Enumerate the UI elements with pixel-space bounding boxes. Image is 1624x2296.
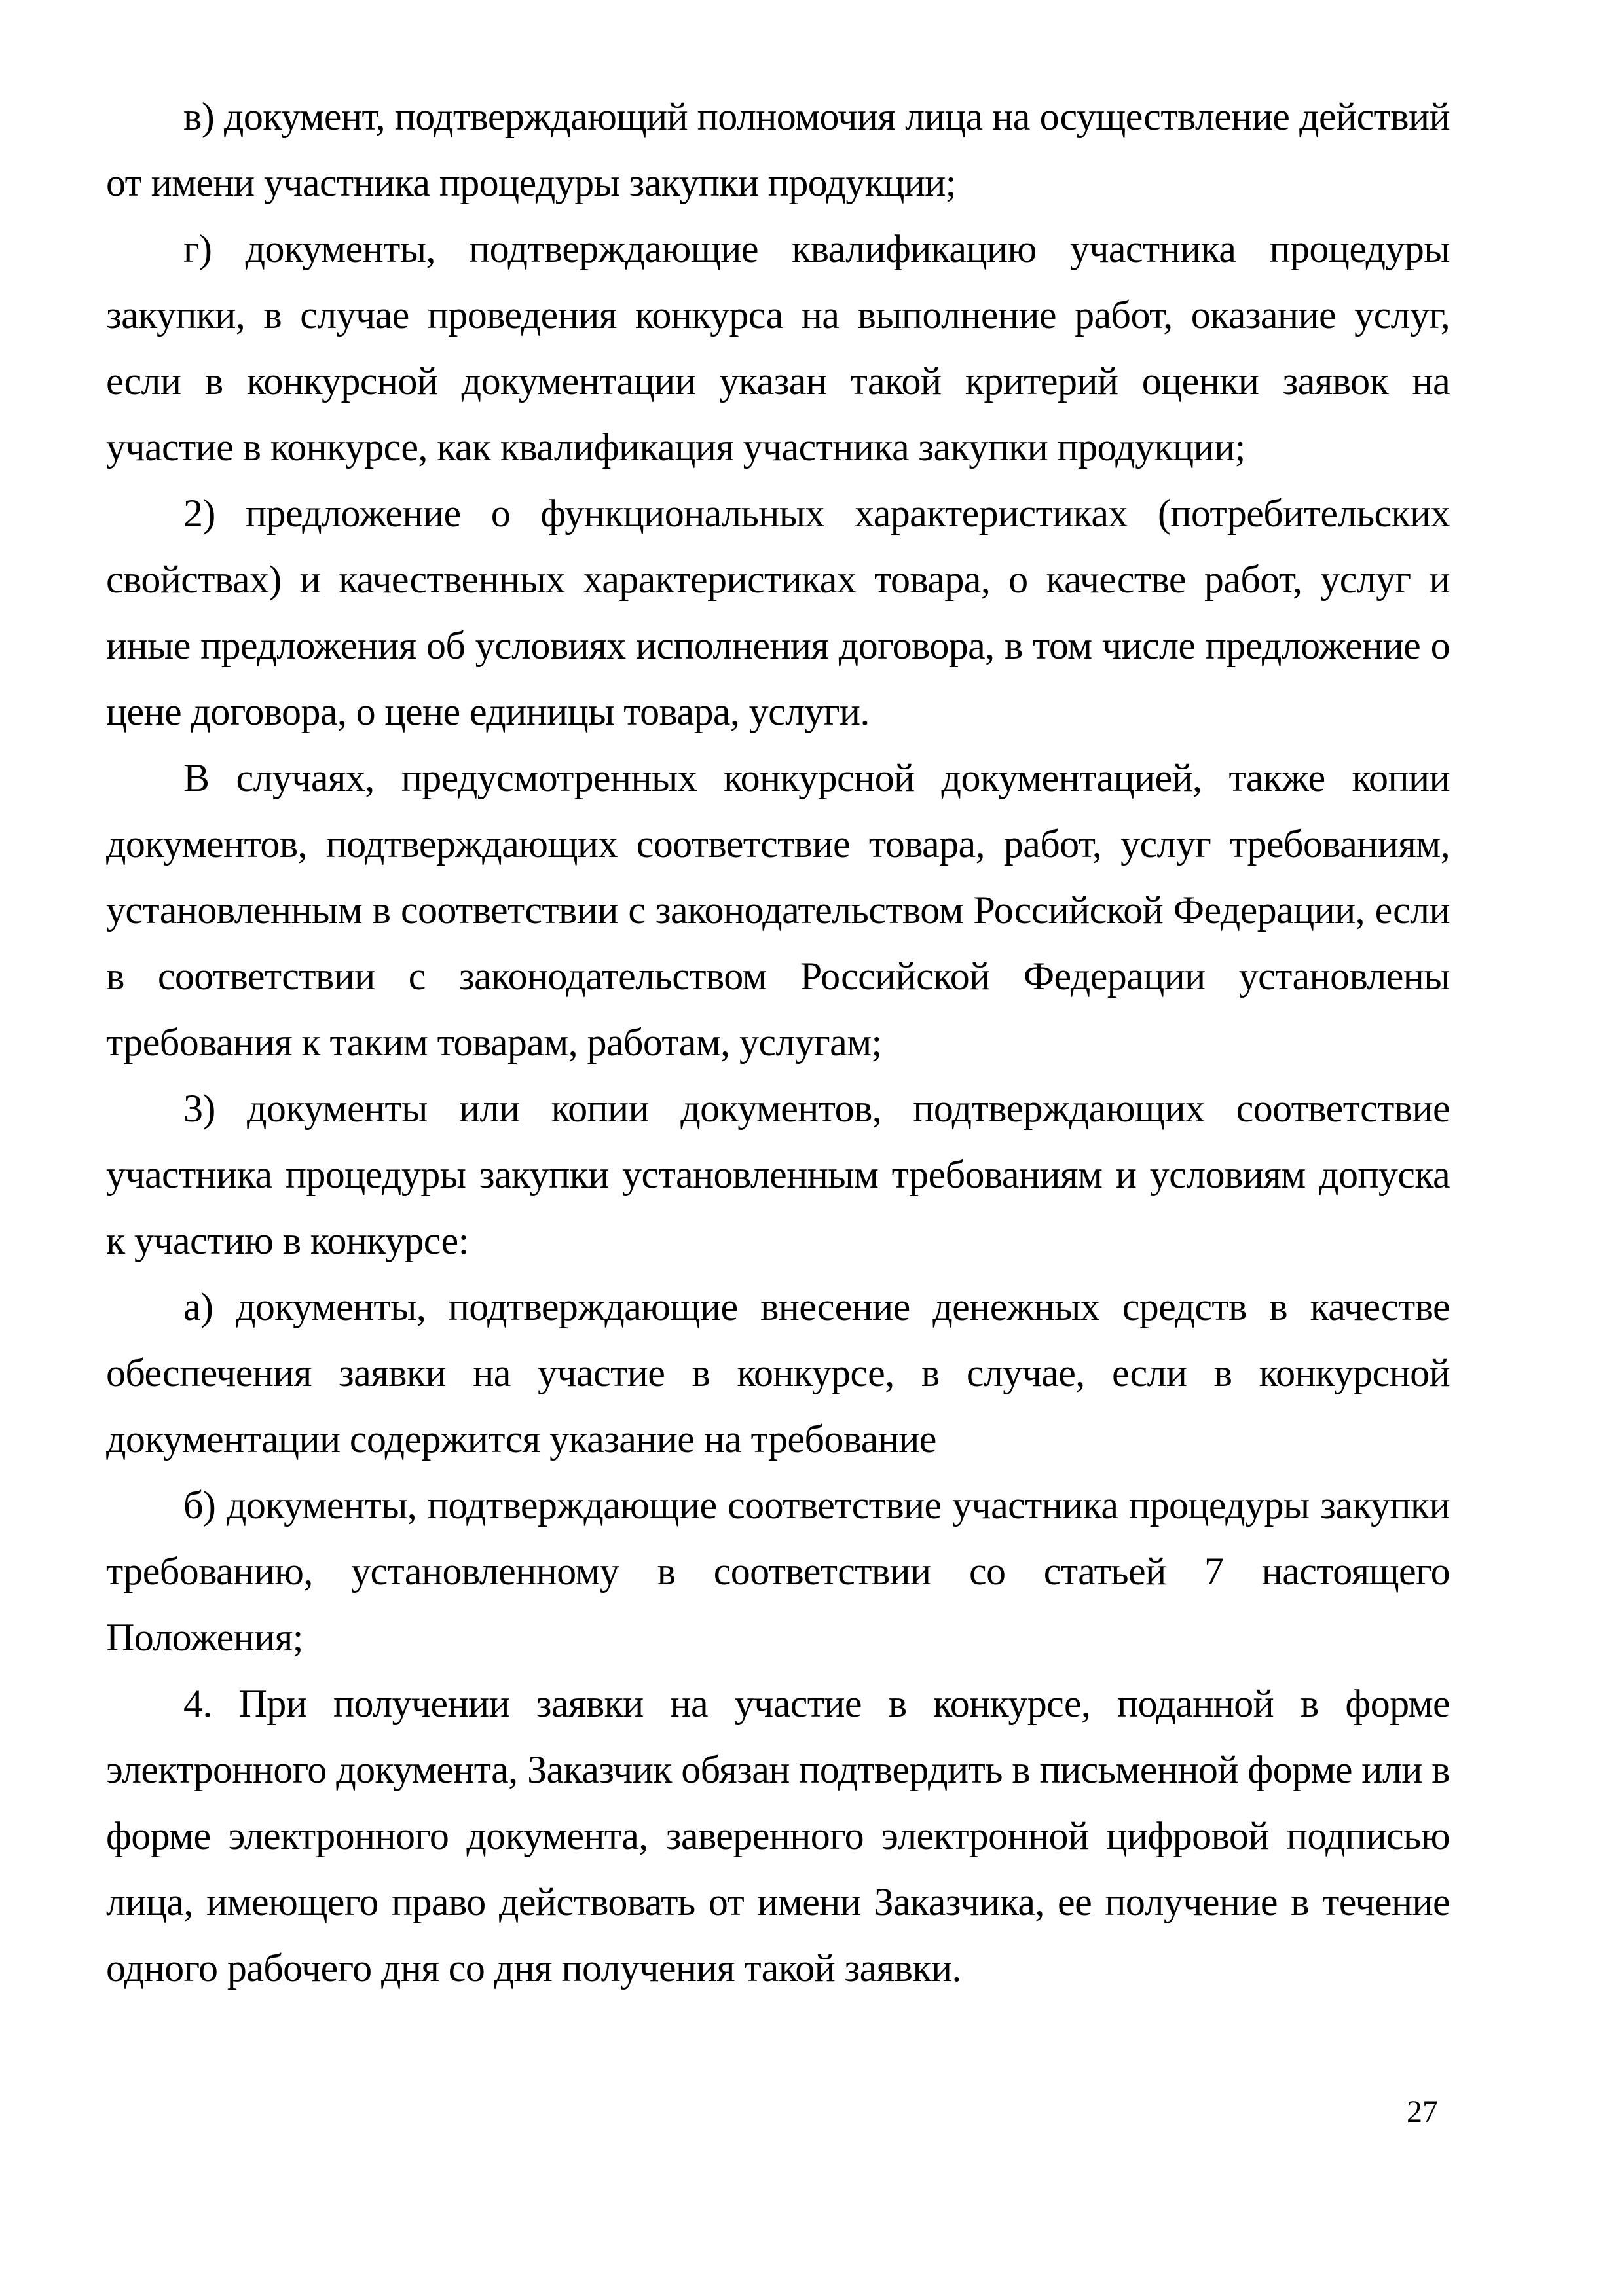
paragraph-compliance-copies: В случаях, предусмотренных конкурсной документацией, также копии документов, подтверждающих соответствие товара, работ, услуг требованиям, установленным в соответствии с законодательством Российской Федерации, если в соответствии с законодательством Российской Федерации установлены требования к таким товарам, работам, услугам; [106, 756, 1450, 1064]
paragraph-3-admission-documents: 3) документы или копии документов, подтверждающих соответствие участника процедуры закупки установленным требованиям и условиям допуска к участию в конкурсе: [106, 1087, 1450, 1262]
paragraph-2-proposal: 2) предложение о функциональных характеристиках (потребительских свойствах) и качественных характеристиках товара, о качестве работ, услуг и иные предложения об условиях исполнения договора, в том числе предложение о цене договора, о цене единицы товара, услуги. [106, 492, 1450, 733]
paragraph-a-security-deposit: а) документы, подтверждающие внесение денежных средств в качестве обеспечения заявки на участие в конкурсе, в случае, если в конкурсной документации содержится указание на требование [106, 1285, 1450, 1461]
document-body [106, 84, 1450, 2001]
paragraph-v-authority-document: в) документ, подтверждающий полномочия лица на осуществление действий от имени участника процедуры закупки продукции; [106, 95, 1450, 204]
page-number: 27 [1407, 2094, 1438, 2129]
paragraph-g-qualification-documents: г) документы, подтверждающие квалификацию участника процедуры закупки, в случае проведения конкурса на выполнение работ, оказание услуг, если в конкурсной документации указан такой критерий оценки заявок на участие в конкурсе, как квалификация участника закупки продукции; [106, 227, 1450, 469]
paragraph-b-article-7-compliance: б) документы, подтверждающие соответствие участника процедуры закупки требованию, установленному в соответствии со статьей 7 настоящего Положения; [106, 1484, 1450, 1659]
paragraph-4-receipt-confirmation: 4. При получении заявки на участие в конкурсе, поданной в форме электронного документа, Заказчик обязан подтвердить в письменной форме или в форме электронного документа, заверенного электронной цифровой подписью лица, имеющего право действовать от имени Заказчика, ее получение в течение одного рабочего дня со дня получения такой заявки. [106, 1682, 1450, 1990]
